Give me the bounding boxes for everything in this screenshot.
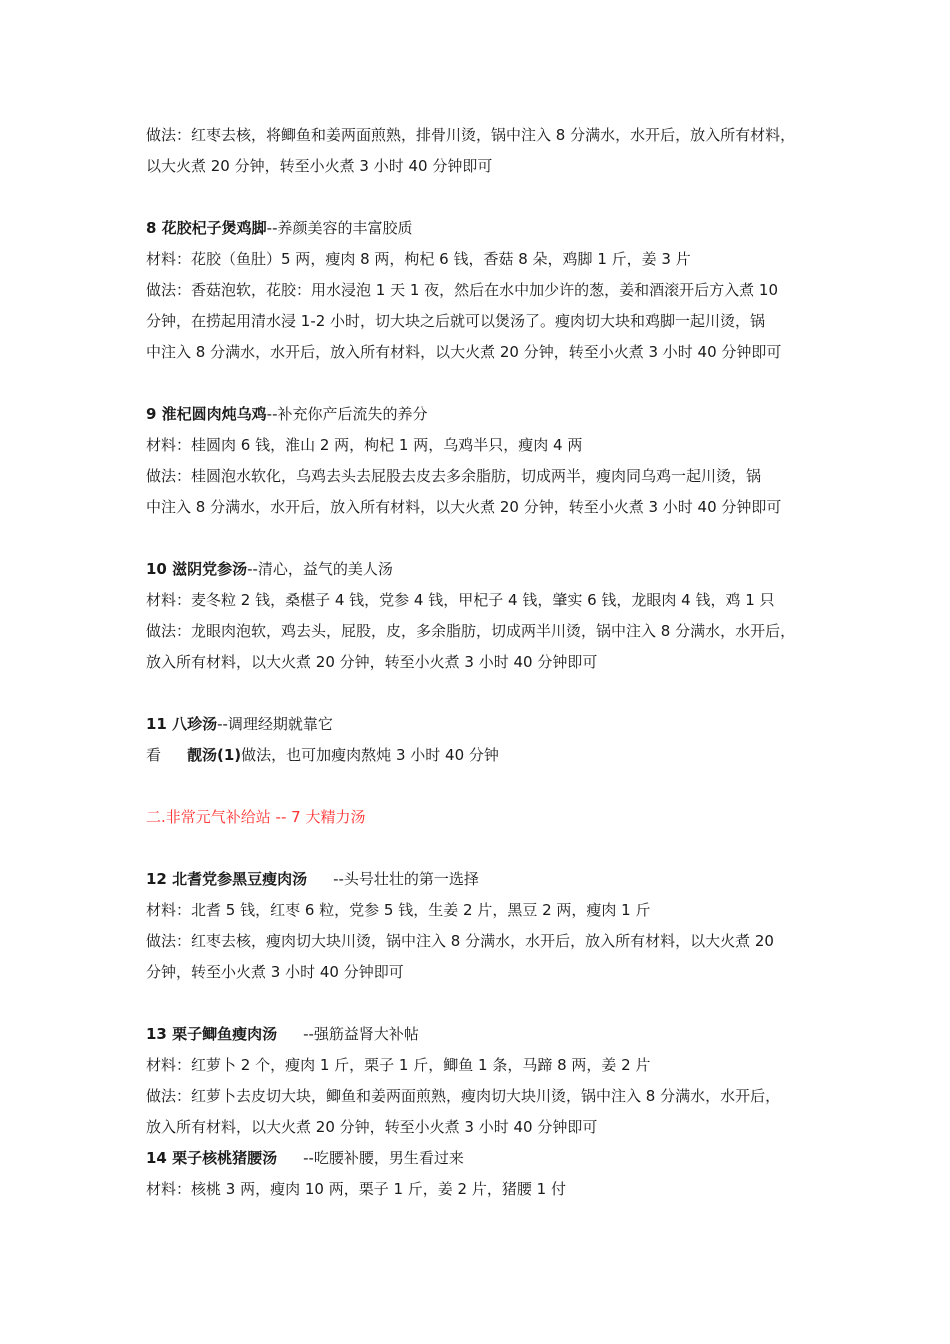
- spacer: [146, 523, 830, 554]
- look-word: 看: [146, 746, 162, 764]
- materials-line: 材料：麦冬粒 2 钱，桑椹子 4 钱，党参 4 钱，甲杞子 4 钱，肇实 6 钱，龙眼肉 4 钱，鸡 1 只: [146, 591, 775, 609]
- recipe-subtitle: --吃腰补腰，男生看过来: [303, 1149, 464, 1167]
- spacer: [146, 678, 830, 709]
- recipe-heading: [146, 1143, 830, 1174]
- materials-line: 材料：北耆 5 钱，红枣 6 粒，党参 5 钱，生姜 2 片，黑豆 2 两，瘦肉 1 斤: [146, 901, 651, 919]
- recipe-heading: [146, 864, 830, 895]
- method-line: 分钟，在捞起用清水浸 1-2 小时，切大块之后就可以煲汤了。瘦肉切大块和鸡脚一起川烫，锅: [146, 312, 766, 330]
- spacer: [146, 771, 830, 802]
- method-line: 以大火煮 20 分钟，转至小火煮 3 小时 40 分钟即可: [146, 157, 493, 175]
- recipe-title: 12 北耆党参黑豆瘦肉汤: [146, 870, 308, 888]
- recipe-heading: [146, 1019, 830, 1050]
- recipe-title: 11 八珍汤: [146, 715, 218, 733]
- method-line: 放入所有材料，以大火煮 20 分钟，转至小火煮 3 小时 40 分钟即可: [146, 653, 598, 671]
- method-line: 中注入 8 分满水，水开后，放入所有材料，以大火煮 20 分钟，转至小火煮 3 小时 40 分钟即可: [146, 343, 782, 361]
- recipe-heading: [146, 213, 830, 244]
- method-line: 做法：桂圆泡水软化，乌鸡去头去屁股去皮去多余脂肪，切成两半，瘦肉同乌鸡一起川烫，锅: [146, 467, 762, 485]
- recipe-title: 14 栗子核桃猪腰汤: [146, 1149, 278, 1167]
- recipe-subtitle: --清心，益气的美人汤: [247, 560, 393, 578]
- section-heading: 二.非常元气补给站 -- 7 大精力汤: [146, 808, 366, 826]
- reference-rest: 做法，也可加瘦肉熬炖 3 小时 40 分钟: [241, 746, 499, 764]
- recipe-heading: [146, 709, 830, 740]
- method-line: 放入所有材料，以大火煮 20 分钟，转至小火煮 3 小时 40 分钟即可: [146, 1118, 598, 1136]
- recipe-subtitle: --补充你产后流失的养分: [266, 405, 428, 423]
- recipe-subtitle: --强筋益肾大补帖: [303, 1025, 419, 1043]
- recipe-heading: [146, 399, 830, 430]
- spacer: [146, 833, 830, 864]
- recipe-title: 10 滋阴党参汤: [146, 560, 248, 578]
- recipe-subtitle: --养颜美容的丰富胶质: [266, 219, 413, 237]
- spacer: [146, 988, 830, 1019]
- spacer: [146, 182, 830, 213]
- recipe-title: 8 花胶杞子煲鸡脚: [146, 219, 267, 237]
- reference-line: [146, 740, 830, 771]
- reference-link: 靓汤(1): [187, 746, 242, 764]
- recipe-subtitle: --调理经期就靠它: [217, 715, 333, 733]
- method-line: 做法：香菇泡软，花胶：用水浸泡 1 天 1 夜，然后在水中加少许的葱，姜和酒滚开后方入煮 10: [146, 281, 779, 299]
- method-line: 分钟，转至小火煮 3 小时 40 分钟即可: [146, 963, 404, 981]
- recipe-title: 13 栗子鲫鱼瘦肉汤: [146, 1025, 278, 1043]
- method-line: 做法：红枣去核，瘦肉切大块川烫，锅中注入 8 分满水，水开后，放入所有材料，以大火煮 20: [146, 932, 774, 950]
- recipe-heading: [146, 554, 830, 585]
- recipe-title: 9 淮杞圆肉炖乌鸡: [146, 405, 267, 423]
- method-line: 中注入 8 分满水，水开后，放入所有材料，以大火煮 20 分钟，转至小火煮 3 小时 40 分钟即可: [146, 498, 782, 516]
- recipe-subtitle: --头号壮壮的第一选择: [333, 870, 479, 888]
- materials-line: 材料：桂圆肉 6 钱，淮山 2 两，枸杞 1 两，乌鸡半只，瘦肉 4 两: [146, 436, 583, 454]
- materials-line: 材料：花胶（鱼肚）5 两，瘦肉 8 两，枸杞 6 钱，香菇 8 朵，鸡脚 1 斤，姜 3 片: [146, 250, 691, 268]
- materials-line: 材料：红萝卜 2 个，瘦肉 1 斤，栗子 1 斤，鲫鱼 1 条，马蹄 8 两，姜 2 片: [146, 1056, 651, 1074]
- method-line: 做法：龙眼肉泡软，鸡去头，屁股，皮，多余脂肪，切成两半川烫，锅中注入 8 分满水，水开后，: [146, 622, 796, 640]
- method-line: 做法：红萝卜去皮切大块，鲫鱼和姜两面煎熟，瘦肉切大块川烫，锅中注入 8 分满水，水开后，: [146, 1087, 781, 1105]
- materials-line: 材料：核桃 3 两，瘦肉 10 两，栗子 1 斤，姜 2 片，猪腰 1 付: [146, 1180, 566, 1198]
- method-line: 做法：红枣去核，将鲫鱼和姜两面煎熟，排骨川烫，锅中注入 8 分满水，水开后，放入所有材料，: [146, 126, 796, 144]
- spacer: [146, 368, 830, 399]
